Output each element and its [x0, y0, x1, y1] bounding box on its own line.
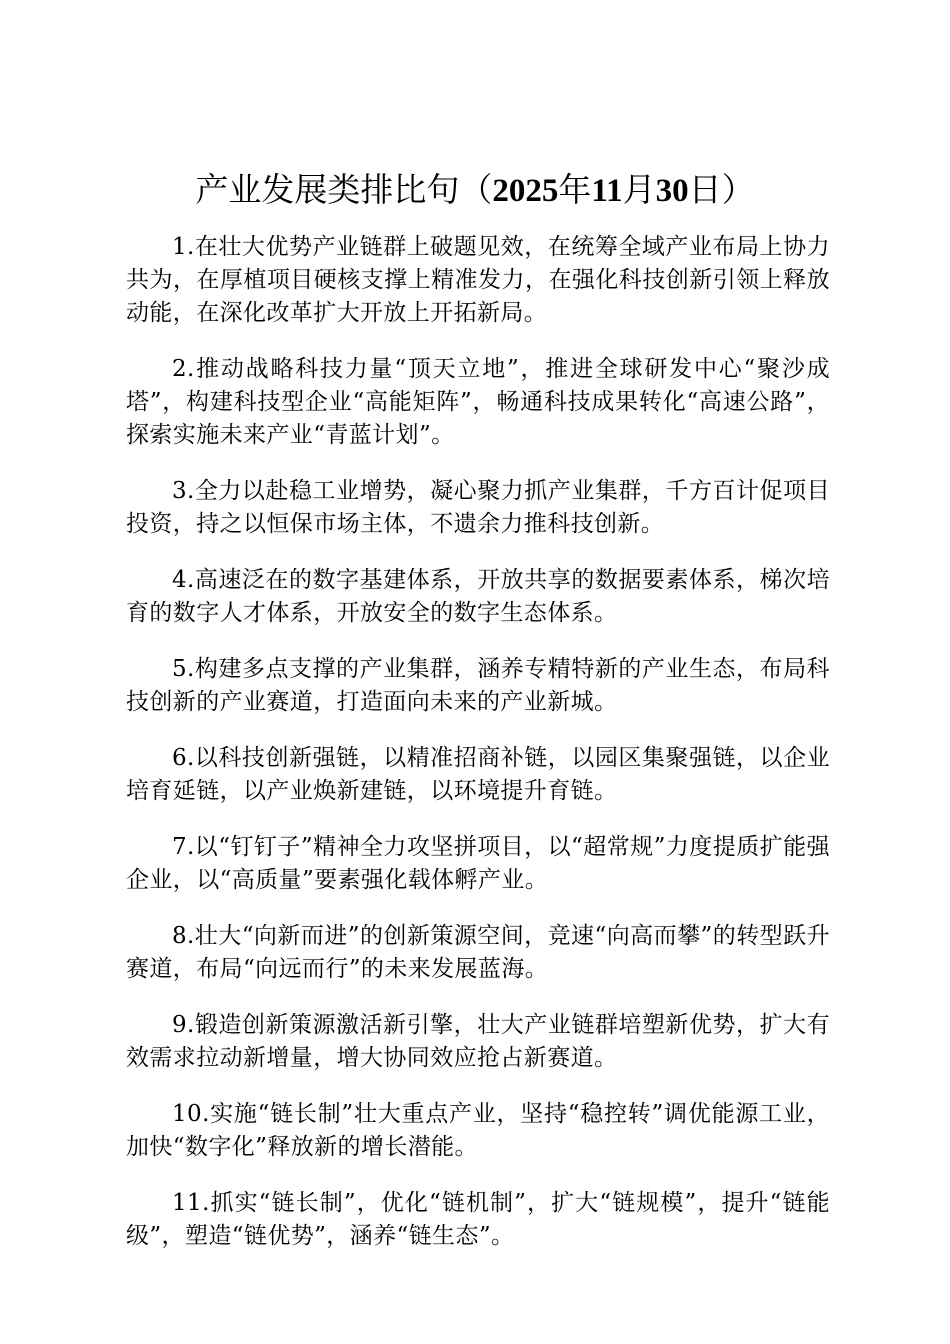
document-body — [126, 231, 830, 1276]
title-year-unit: 年 — [558, 170, 592, 209]
paragraph-8: 8.壮大“向新而进”的创新策源空间，竞速“向高而攀”的转型跃升赛道，布局“向远而行”的未来发展蓝海。 — [126, 923, 830, 982]
paragraph-6: 6.以科技创新强链，以精准招商补链，以园区集聚强链，以企业培育延链，以产业焕新建链，以环境提升育链。 — [126, 745, 830, 804]
paragraph-1: 1.在壮大优势产业链群上破题见效，在统筹全域产业布局上协力共为，在厚植项目硬核支撑上精准发力，在强化科技创新引领上释放动能，在深化改革扩大开放上开拓新局。 — [126, 234, 830, 326]
paragraph-5: 5.构建多点支撑的产业集群，涵养专精特新的产业生态，布局科技创新的产业赛道，打造面向未来的产业新城。 — [126, 656, 830, 715]
title-year: 2025 — [492, 173, 559, 209]
paragraph-10: 10.实施“链长制”壮大重点产业，坚持“稳控转”调优能源工业，加快“数字化”释放新的增长潜能。 — [126, 1101, 830, 1160]
paragraph-7: 7.以“钉钉子”精神全力攻坚拼项目，以“超常规”力度提质扩能强企业，以“高质量”要素强化载体孵产业。 — [126, 834, 830, 893]
title-day: 30 — [655, 173, 689, 209]
paragraph-4: 4.高速泛在的数字基建体系，开放共享的数据要素体系，梯次培育的数字人才体系，开放安全的数字生态体系。 — [126, 567, 830, 626]
paragraph-11: 11.抓实“链长制”，优化“链机制”，扩大“链规模”，提升“链能级”，塑造“链优势”，涵养“链生态”。 — [126, 1190, 830, 1249]
paragraph-9: 9.锻造创新策源激活新引擎，壮大产业链群培塑新优势，扩大有效需求拉动新增量，增大协同效应抢占新赛道。 — [126, 1012, 830, 1071]
paragraph-2: 2.推动战略科技力量“顶天立地”，推进全球研发中心“聚沙成塔”，构建科技型企业“高能矩阵”，畅通科技成果转化“高速公路”，探索实施未来产业“青蓝计划”。 — [126, 356, 830, 448]
title-month-unit: 月 — [622, 170, 656, 209]
title-month: 11 — [591, 173, 623, 209]
title-day-unit: 日 — [688, 170, 722, 209]
title-text: 产业发展类排比句（ — [195, 170, 493, 209]
document-title — [0, 166, 950, 215]
title-close: ） — [721, 170, 755, 209]
paragraph-3: 3.全力以赴稳工业增势，凝心聚力抓产业集群，千方百计促项目投资，持之以恒保市场主体，不遗余力推科技创新。 — [126, 478, 830, 537]
